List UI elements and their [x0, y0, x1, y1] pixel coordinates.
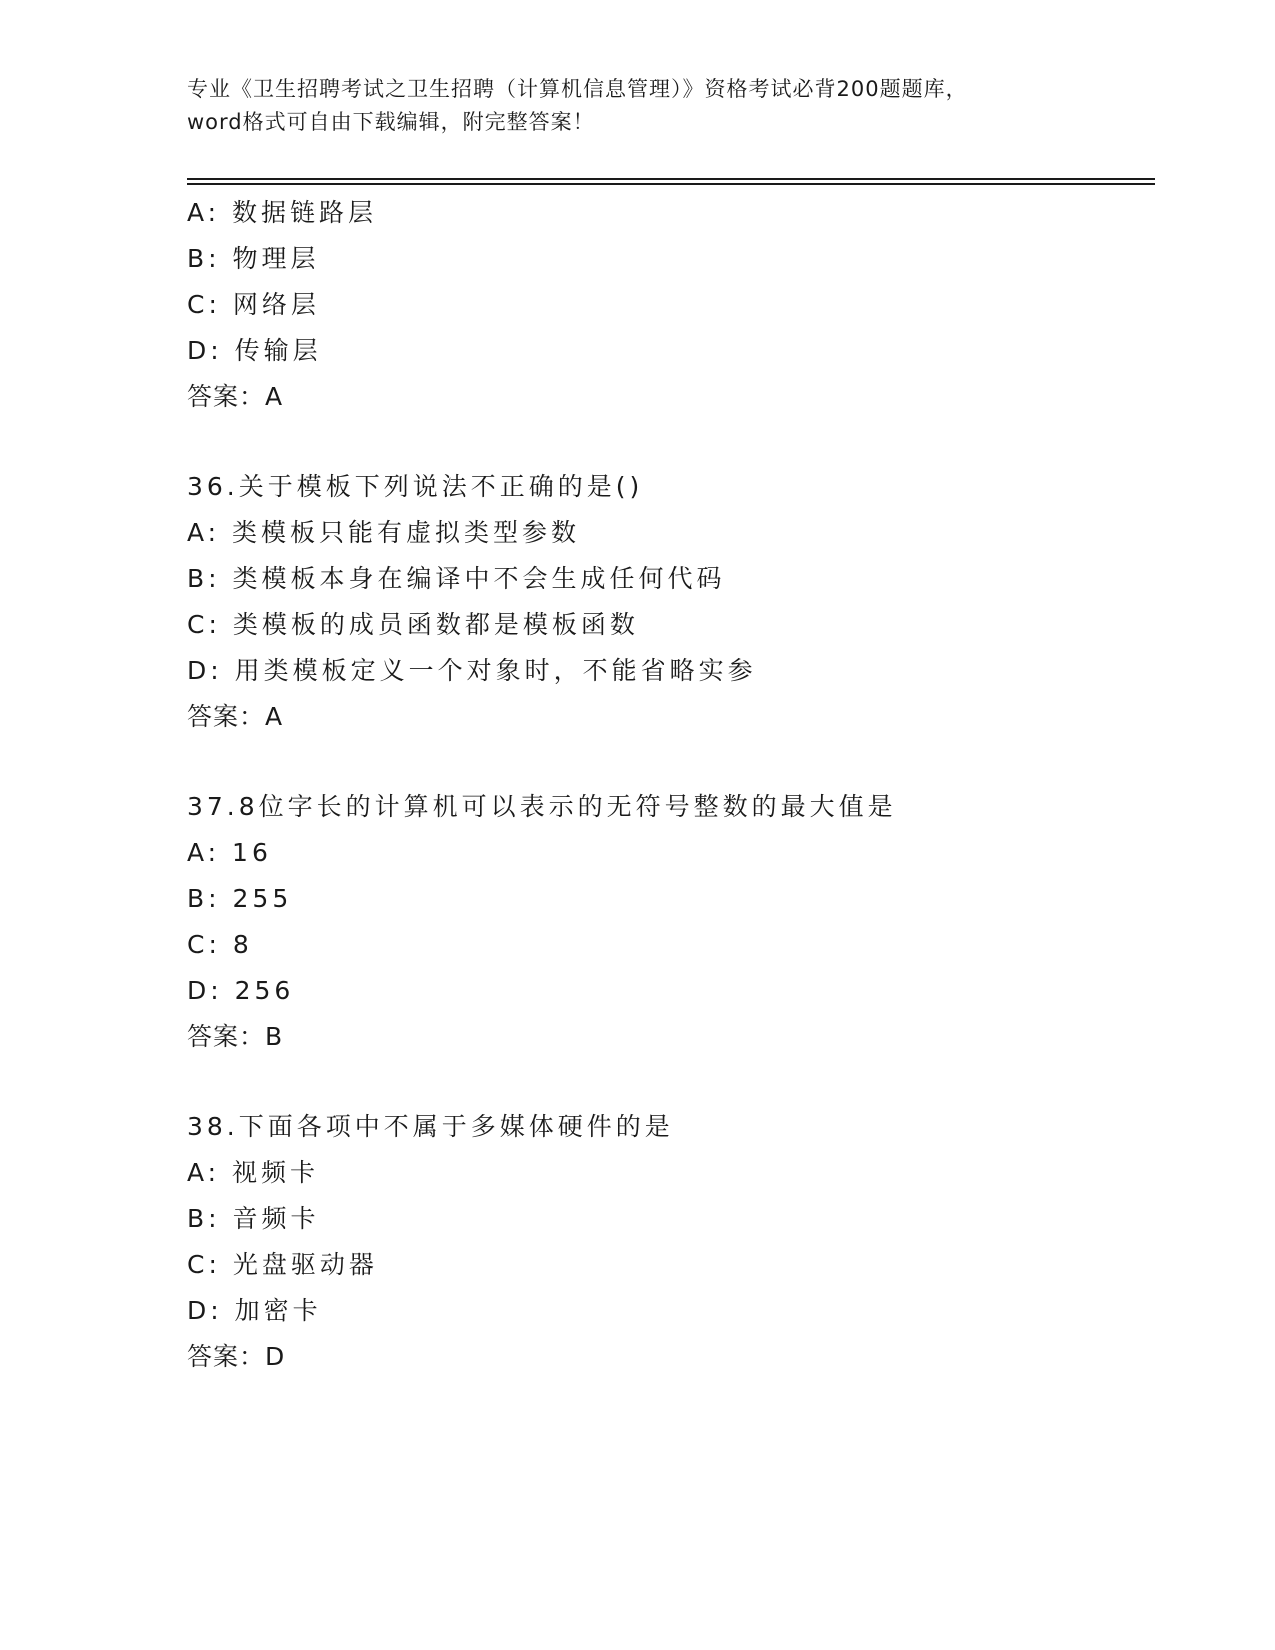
answer-line: 答案：D	[187, 1342, 286, 1371]
question-block-36	[187, 464, 1155, 740]
option-d: D: 256	[187, 976, 295, 1005]
question-text: 38.下面各项中不属于多媒体硬件的是	[187, 1112, 674, 1141]
block-spacer	[187, 420, 1155, 464]
header-divider-bottom	[187, 183, 1155, 185]
option-d: D: 传输层	[187, 336, 322, 365]
question-text: 37.8位字长的计算机可以表示的无符号整数的最大值是	[187, 792, 897, 821]
block-spacer	[187, 1060, 1155, 1104]
document-header	[187, 73, 1087, 139]
option-a: A: 16	[187, 838, 272, 867]
header-title-line-2: word格式可自由下载编辑，附完整答案！	[187, 110, 595, 134]
header-title-line-1: 专业《卫生招聘考试之卫生招聘（计算机信息管理）》资格考试必背200题题库，	[187, 77, 968, 101]
option-b: B: 类模板本身在编译中不会生成任何代码	[187, 564, 726, 593]
option-a: A: 类模板只能有虚拟类型参数	[187, 518, 581, 547]
option-c: C: 光盘驱动器	[187, 1250, 378, 1279]
answer-line: 答案：A	[187, 702, 284, 731]
option-d: D: 加密卡	[187, 1296, 322, 1325]
header-divider-top	[187, 178, 1155, 180]
block-spacer	[187, 740, 1155, 784]
question-list	[187, 190, 1155, 1380]
answer-line: 答案：B	[187, 1022, 284, 1051]
option-c: C: 8	[187, 930, 253, 959]
answer-line: 答案：A	[187, 382, 284, 411]
option-b: B: 物理层	[187, 244, 320, 273]
question-block-37	[187, 784, 1155, 1060]
option-b: B: 255	[187, 884, 293, 913]
option-a: A: 数据链路层	[187, 198, 378, 227]
option-d: D: 用类模板定义一个对象时，不能省略实参	[187, 656, 757, 685]
option-b: B: 音频卡	[187, 1204, 320, 1233]
option-c: C: 类模板的成员函数都是模板函数	[187, 610, 639, 639]
question-block-38	[187, 1104, 1155, 1380]
question-block-35	[187, 190, 1155, 420]
question-text: 36.关于模板下列说法不正确的是()	[187, 472, 644, 501]
option-c: C: 网络层	[187, 290, 320, 319]
option-a: A: 视频卡	[187, 1158, 320, 1187]
